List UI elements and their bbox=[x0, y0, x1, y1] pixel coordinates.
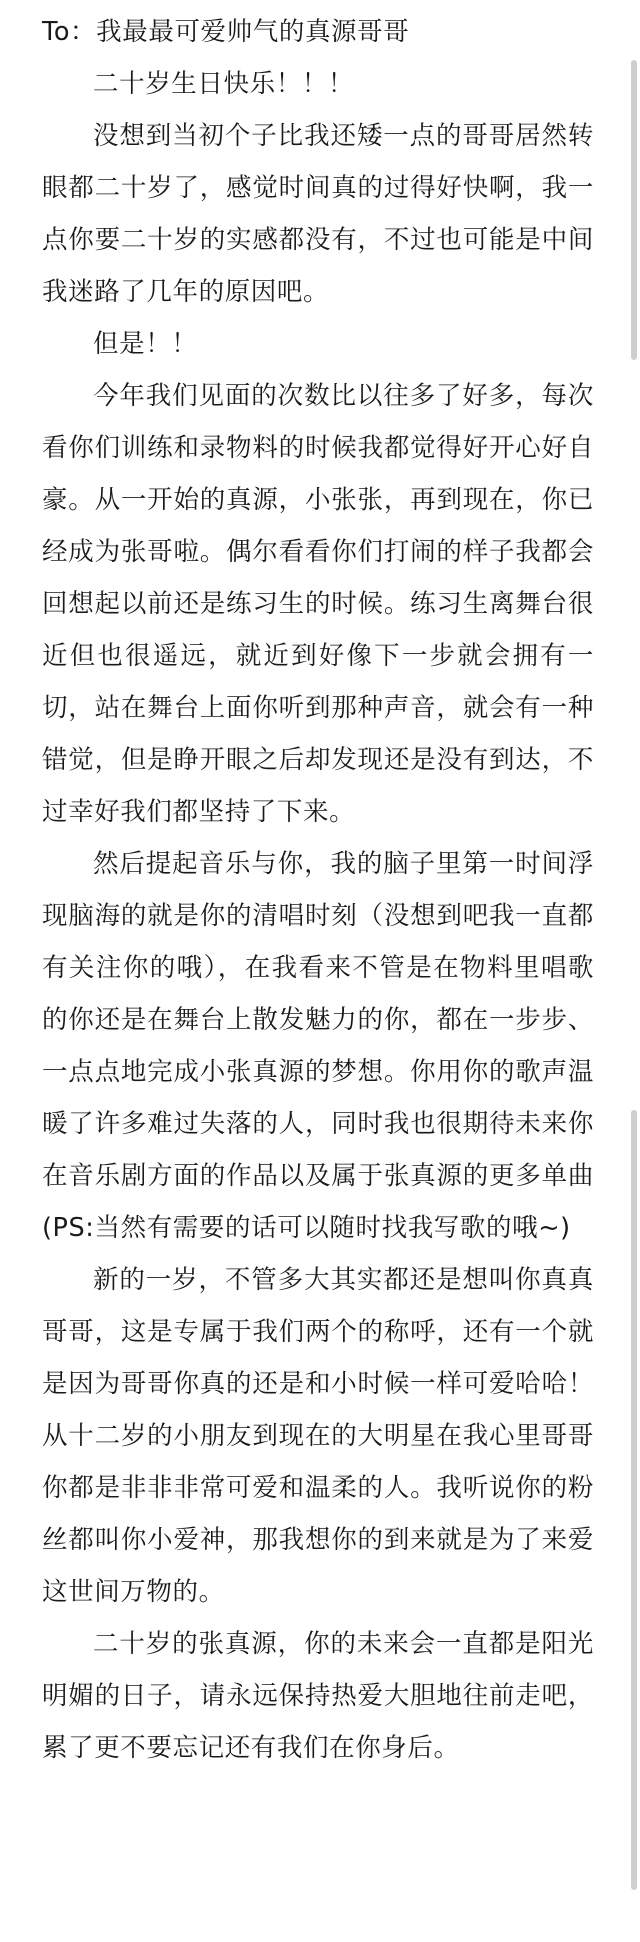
letter-paragraph-1: 二十岁生日快乐！！！ bbox=[93, 69, 355, 99]
letter-paragraph-3: 但是！！ bbox=[93, 329, 198, 359]
letter-paragraph-5: 然后提起音乐与你，我的脑子里第一时间浮现脑海的就是你的清唱时刻（没想到吧我一直都有关注你的哦），在我看来不管是在物料里唱歌的你还是在舞台上散发魅力的你，都在一步步、一点点地完成小张真源的梦想。你用你的歌声温暖了许多难过失落的人，同时我也很期待未来你在音乐剧方面的作品以及属于张真源的更多单曲(PS:当然有需要的话可以随时找我写歌的哦~) bbox=[42, 849, 594, 1243]
scrollbar-thumb-lower[interactable] bbox=[631, 1110, 637, 1890]
letter-paragraph-2: 没想到当初个子比我还矮一点的哥哥居然转眼都二十岁了，感觉时间真的过得好快啊，我一点你要二十岁的实感都没有，不过也可能是中间我迷路了几年的原因吧。 bbox=[42, 121, 594, 307]
letter-paragraph-7: 二十岁的张真源，你的未来会一直都是阳光明媚的日子，请永远保持热爱大胆地往前走吧，累了更不要忘记还有我们在你身后。 bbox=[42, 1629, 594, 1763]
letter-paragraph-6: 新的一岁，不管多大其实都还是想叫你真真哥哥，这是专属于我们两个的称呼，还有一个就是因为哥哥你真的还是和小时候一样可爱哈哈！从十二岁的小朋友到现在的大明星在我心里哥哥你都是非非非常可爱和温柔的人。我听说你的粉丝都叫你小爱神，那我想你的到来就是为了来爱这世间万物的。 bbox=[42, 1265, 594, 1607]
letter-body bbox=[42, 6, 594, 1774]
letter-salutation: To：我最最可爱帅气的真源哥哥 bbox=[42, 17, 410, 47]
scrollbar-thumb-upper[interactable] bbox=[631, 60, 637, 360]
letter-paragraph-4: 今年我们见面的次数比以往多了好多，每次看你们训练和录物料的时候我都觉得好开心好自豪。从一开始的真源，小张张，再到现在，你已经成为张哥啦。偶尔看看你们打闹的样子我都会回想起以前还是练习生的时候。练习生离舞台很近但也很遥远，就近到好像下一步就会拥有一切，站在舞台上面你听到那种声音，就会有一种错觉，但是睁开眼之后却发现还是没有到达，不过幸好我们都坚持了下来。 bbox=[42, 381, 594, 827]
